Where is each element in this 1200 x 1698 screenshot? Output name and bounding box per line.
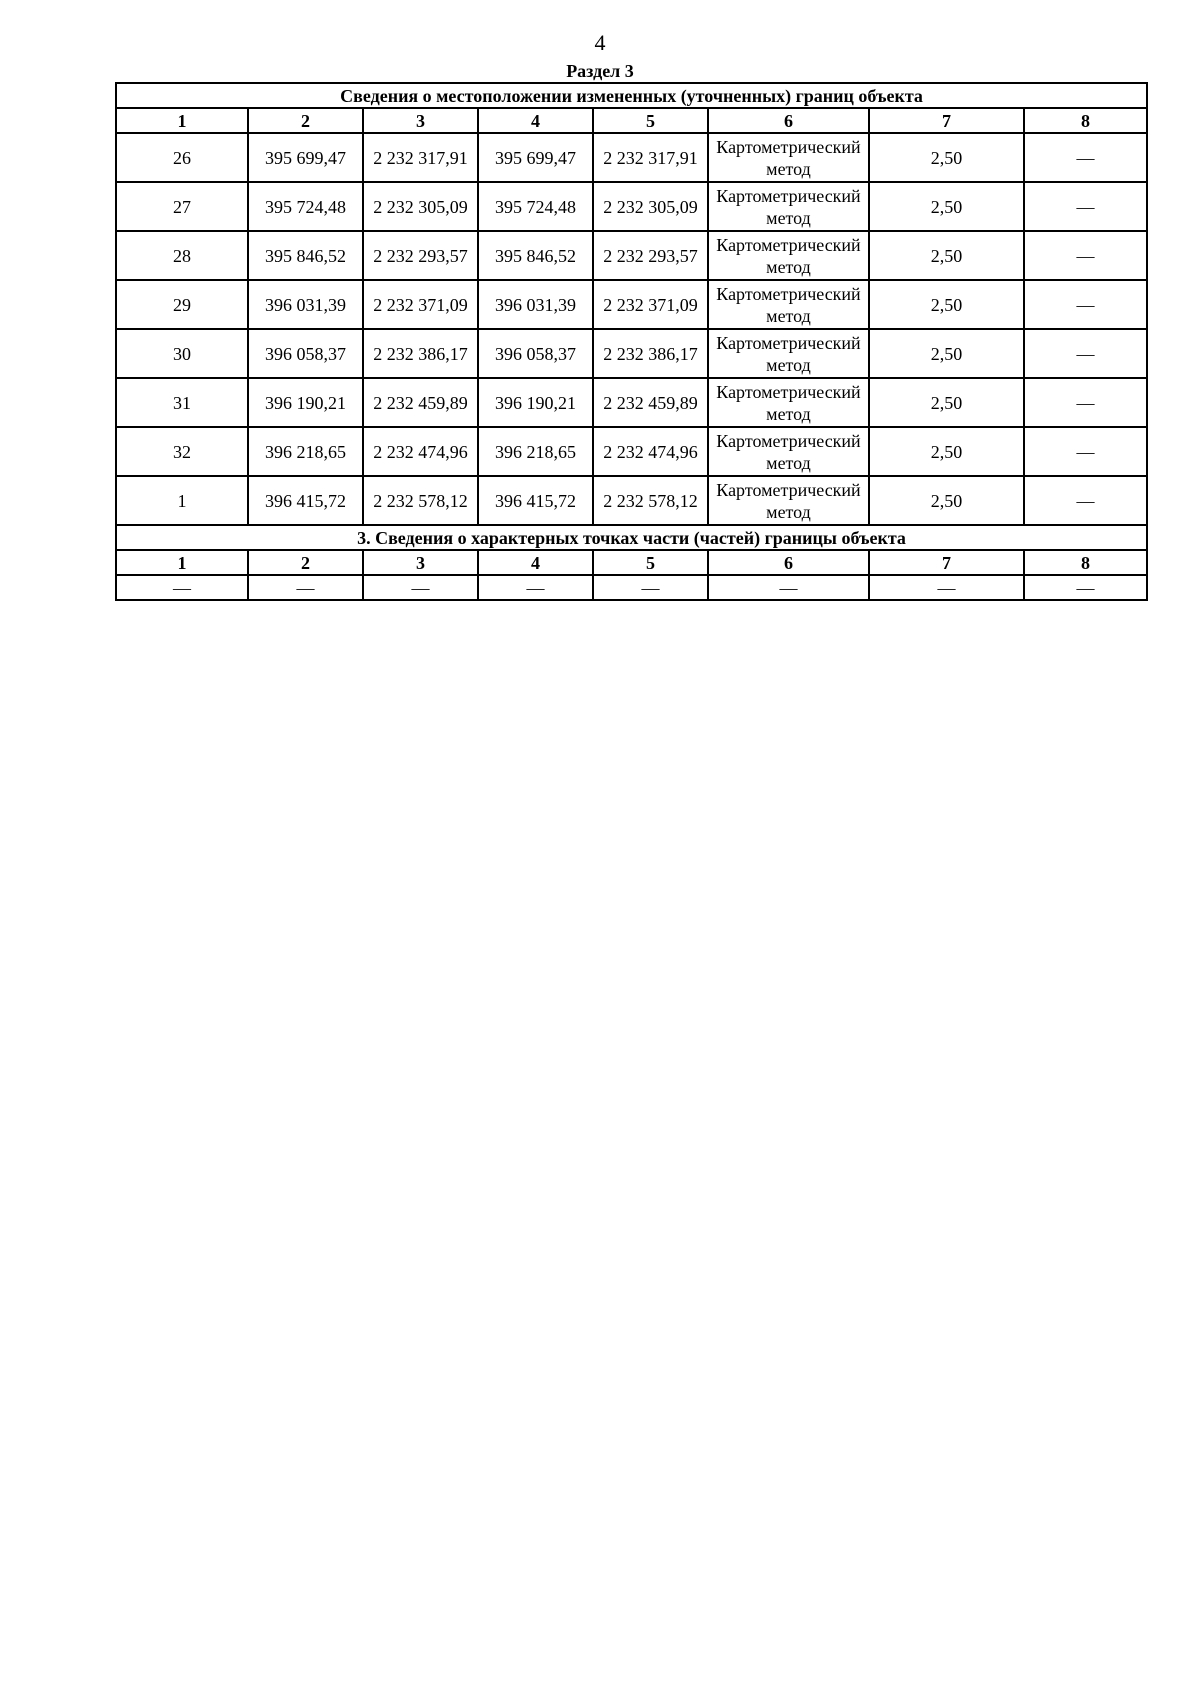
page-number: 4	[594, 30, 606, 55]
cell-method: Картометрический метод	[708, 133, 869, 182]
column-header: 7	[869, 108, 1024, 133]
column-header: 5	[593, 550, 708, 575]
column-header: 2	[248, 108, 363, 133]
empty-cell: —	[593, 575, 708, 600]
cell-y-updated: 2 232 474,96	[593, 427, 708, 476]
table-row	[116, 133, 1147, 182]
column-header: 6	[708, 108, 869, 133]
cell-description: —	[1024, 476, 1147, 525]
parts-header-row	[116, 550, 1147, 575]
cell-description: —	[1024, 280, 1147, 329]
cell-x-updated: 396 218,65	[478, 427, 593, 476]
table-row	[116, 378, 1147, 427]
cell-x-existing: 396 415,72	[248, 476, 363, 525]
point-number: 26	[116, 133, 248, 182]
column-header: 4	[478, 108, 593, 133]
table-row	[116, 280, 1147, 329]
cell-x-updated: 395 699,47	[478, 133, 593, 182]
point-number: 28	[116, 231, 248, 280]
cell-y-existing: 2 232 293,57	[363, 231, 478, 280]
table-row	[116, 476, 1147, 525]
cell-accuracy: 2,50	[869, 476, 1024, 525]
cell-x-existing: 395 699,47	[248, 133, 363, 182]
cell-y-updated: 2 232 317,91	[593, 133, 708, 182]
cell-description: —	[1024, 231, 1147, 280]
cell-y-updated: 2 232 459,89	[593, 378, 708, 427]
cell-description: —	[1024, 133, 1147, 182]
cell-x-existing: 396 031,39	[248, 280, 363, 329]
cell-y-updated: 2 232 293,57	[593, 231, 708, 280]
cell-x-existing: 396 058,37	[248, 329, 363, 378]
cell-accuracy: 2,50	[869, 182, 1024, 231]
cell-description: —	[1024, 329, 1147, 378]
empty-cell: —	[478, 575, 593, 600]
column-header: 1	[116, 108, 248, 133]
table-row	[116, 182, 1147, 231]
cell-x-updated: 395 724,48	[478, 182, 593, 231]
column-header: 4	[478, 550, 593, 575]
column-header: 8	[1024, 108, 1147, 133]
empty-cell: —	[708, 575, 869, 600]
cell-method: Картометрический метод	[708, 329, 869, 378]
table-caption: Сведения о местоположении измененных (уточненных) границ объекта	[116, 83, 1147, 108]
cell-description: —	[1024, 427, 1147, 476]
cell-accuracy: 2,50	[869, 280, 1024, 329]
cell-x-updated: 395 846,52	[478, 231, 593, 280]
table-row	[116, 427, 1147, 476]
cell-method: Картометрический метод	[708, 231, 869, 280]
cell-x-existing: 396 190,21	[248, 378, 363, 427]
cell-y-existing: 2 232 305,09	[363, 182, 478, 231]
cell-x-existing: 395 724,48	[248, 182, 363, 231]
cell-accuracy: 2,50	[869, 329, 1024, 378]
cell-accuracy: 2,50	[869, 133, 1024, 182]
column-header: 6	[708, 550, 869, 575]
cell-y-updated: 2 232 371,09	[593, 280, 708, 329]
cell-y-updated: 2 232 305,09	[593, 182, 708, 231]
cell-method: Картометрический метод	[708, 280, 869, 329]
cell-y-updated: 2 232 386,17	[593, 329, 708, 378]
column-header: 1	[116, 550, 248, 575]
cell-x-updated: 396 415,72	[478, 476, 593, 525]
column-header: 5	[593, 108, 708, 133]
cell-x-updated: 396 190,21	[478, 378, 593, 427]
empty-cell: —	[248, 575, 363, 600]
cell-y-updated: 2 232 578,12	[593, 476, 708, 525]
cell-y-existing: 2 232 578,12	[363, 476, 478, 525]
cell-x-existing: 396 218,65	[248, 427, 363, 476]
cell-accuracy: 2,50	[869, 378, 1024, 427]
cell-y-existing: 2 232 371,09	[363, 280, 478, 329]
table-header-row	[116, 108, 1147, 133]
empty-cell: —	[869, 575, 1024, 600]
empty-cell: —	[363, 575, 478, 600]
point-number: 1	[116, 476, 248, 525]
cell-description: —	[1024, 378, 1147, 427]
parts-caption-row	[116, 525, 1147, 550]
table-row	[116, 329, 1147, 378]
column-header: 8	[1024, 550, 1147, 575]
cell-method: Картометрический метод	[708, 378, 869, 427]
boundary-table	[115, 82, 1148, 601]
empty-cell: —	[116, 575, 248, 600]
table-caption-row	[116, 83, 1147, 108]
point-number: 31	[116, 378, 248, 427]
cell-x-updated: 396 058,37	[478, 329, 593, 378]
cell-method: Картометрический метод	[708, 476, 869, 525]
column-header: 2	[248, 550, 363, 575]
column-header: 3	[363, 108, 478, 133]
column-header: 3	[363, 550, 478, 575]
cell-accuracy: 2,50	[869, 231, 1024, 280]
cell-method: Картометрический метод	[708, 427, 869, 476]
empty-cell: —	[1024, 575, 1147, 600]
parts-table-caption: 3. Сведения о характерных точках части (частей) границы объекта	[116, 525, 1147, 550]
cell-accuracy: 2,50	[869, 427, 1024, 476]
cell-y-existing: 2 232 474,96	[363, 427, 478, 476]
cell-x-updated: 396 031,39	[478, 280, 593, 329]
column-header: 7	[869, 550, 1024, 575]
point-number: 27	[116, 182, 248, 231]
cell-y-existing: 2 232 459,89	[363, 378, 478, 427]
cell-y-existing: 2 232 317,91	[363, 133, 478, 182]
section-title: Раздел 3	[566, 61, 634, 81]
table-row	[116, 231, 1147, 280]
cell-y-existing: 2 232 386,17	[363, 329, 478, 378]
point-number: 30	[116, 329, 248, 378]
cell-method: Картометрический метод	[708, 182, 869, 231]
point-number: 32	[116, 427, 248, 476]
cell-description: —	[1024, 182, 1147, 231]
cell-x-existing: 395 846,52	[248, 231, 363, 280]
parts-empty-row	[116, 575, 1147, 600]
point-number: 29	[116, 280, 248, 329]
